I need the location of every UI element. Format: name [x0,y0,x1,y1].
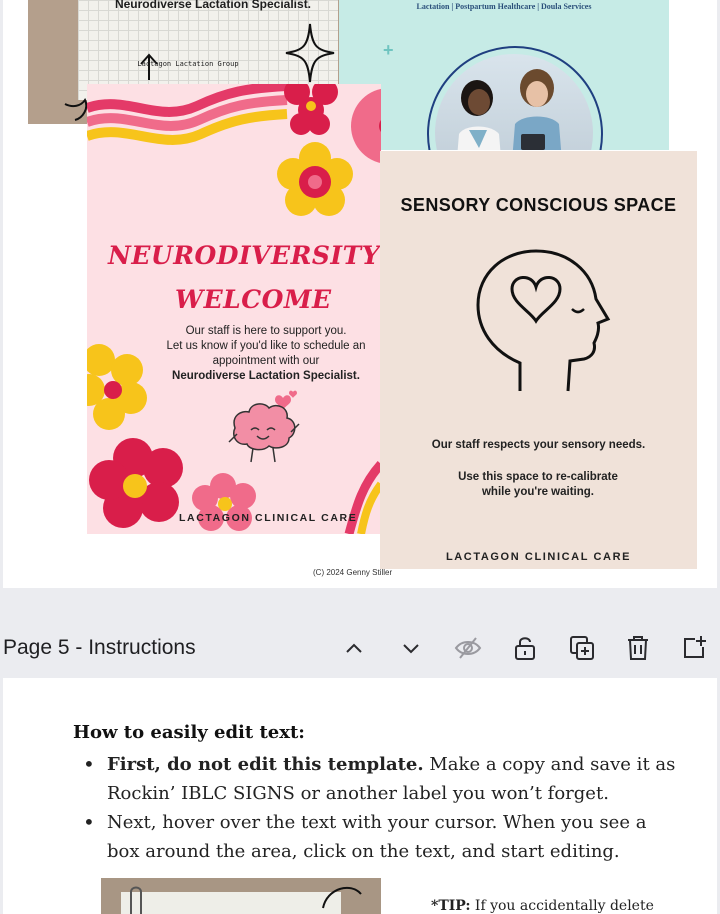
mint-card[interactable] [339,0,669,150]
lock-icon [513,635,537,661]
list-item[interactable] [83,750,683,808]
sensory-footer[interactable]: LACTAGON CLINICAL CARE [445,551,632,563]
flower-red-top [284,84,338,135]
move-page-down-button[interactable] [395,632,427,664]
duplicate-page-button[interactable] [566,632,598,664]
page-title[interactable]: Page 5 - Instructions [3,636,196,659]
thumbnail-paper [121,892,341,914]
neurodiversity-title-line2: WELCOME [175,285,332,314]
sensory-body-1[interactable]: Our staff respects your sensory needs. [431,439,646,451]
flower-yellow-left [87,344,147,430]
hide-eye-icon [454,636,482,660]
page-5-canvas[interactable] [3,678,717,914]
tip-label: *TIP: [431,898,471,914]
body-line-2: Let us know if you'd like to schedule an [166,340,366,352]
body-bold-line: Neurodiverse Lactation Specialist. [172,370,360,382]
sparkle-icon [284,22,336,84]
tip-body: If you accidentally delete [470,898,654,914]
neurodiversity-title[interactable] [87,234,381,322]
instructions-heading[interactable]: How to easily edit text: [73,722,305,743]
neurodiversity-body-text[interactable] [141,324,381,384]
lock-page-button[interactable] [509,632,541,664]
sensory-title[interactable]: SENSORY CONSCIOUS SPACE [400,195,677,215]
head-heart-icon [472,247,612,393]
doctor-figure [451,72,505,150]
copyright-text[interactable]: (C) 2024 Genny Stiller [313,568,393,577]
kraft-card-title[interactable]: Neurodiverse Lactation Specialist. [114,0,312,11]
swirl-doodle-thumb [321,880,371,910]
neurodiversity-footer[interactable]: LACTAGON CLINICAL CARE [179,512,358,524]
move-page-up-button[interactable] [338,632,370,664]
kraft-card-subtitle[interactable]: Lactagon Lactation Group [137,60,239,68]
bullet1-rest: Make a copy and save it as Rockin’ IBLC SIGNS or another label you won’t forget. [107,754,676,804]
sensory-body-2-line1: Use this space to re-calibrate [458,471,618,483]
flower-pink-top [351,88,381,164]
instructions-list [83,750,683,866]
page-toolbar [0,618,720,676]
mint-card-header[interactable]: Lactation | Postpartum Healthcare | Doula Services [416,2,592,11]
page-4-canvas[interactable] [3,0,717,588]
list-item[interactable] [83,808,683,866]
body-line-3: appointment with our [212,355,320,367]
bullet2-text: Next, hover over the text with your cursor. When you see a box around the area, click on the text, and start editing. [107,812,647,862]
plus-decoration-icon: + [383,40,394,60]
happy-brain-icon [227,390,307,466]
sensory-body-2[interactable] [438,470,638,500]
chevron-down-icon [400,637,422,659]
body-line-1: Our staff is here to support you. [185,325,347,337]
bullet1-bold: First, do not edit this template. [107,754,424,775]
template-thumbnail-image[interactable] [101,878,381,914]
sensory-body-2-line2: while you're waiting. [481,486,594,498]
sensory-conscious-card[interactable] [380,151,697,569]
trash-icon [626,635,650,661]
add-page-button[interactable] [678,632,710,664]
neurodiversity-title-line1: NEURODIVERSITY [108,241,381,270]
hide-page-button[interactable] [452,632,484,664]
neurodiversity-welcome-card[interactable] [87,84,381,534]
tip-text[interactable] [431,898,654,914]
delete-page-button[interactable] [622,632,654,664]
flower-yellow [277,142,353,216]
nurse-figure [507,64,567,150]
paperclip-icon [125,884,145,914]
flower-red-bottom [89,438,183,528]
duplicate-page-icon [569,635,595,661]
add-page-icon [681,635,707,661]
chevron-up-icon [343,637,365,659]
